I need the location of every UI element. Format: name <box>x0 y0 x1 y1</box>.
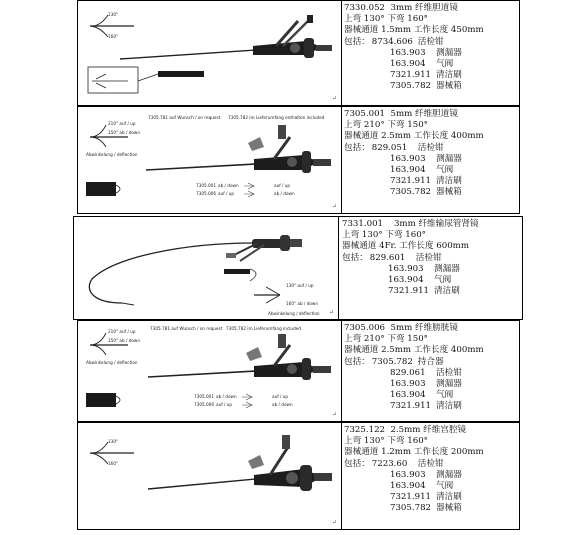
figure-label: 130° auf / up <box>286 283 314 288</box>
figure-label: 210° auf / up <box>108 329 136 334</box>
accessory-item: 163.903 测漏器 <box>390 47 462 58</box>
accessory-item: 包括： 829.051 活检钳 <box>344 142 444 153</box>
product-figure <box>74 217 339 319</box>
product-title: 3mm 纤维胆道镜 <box>390 3 458 13</box>
channel-length: 器械通道 2.5mm 工作长度 400mm <box>344 345 484 356</box>
channel-length: 器械通道 1.5mm 工作长度 450mm <box>344 25 484 36</box>
product-figure <box>78 1 342 105</box>
accessory-item: 7321.911 清洁刷 <box>390 70 462 81</box>
bend-angles: 上弯 210° 下弯 150° <box>344 334 428 345</box>
figure-label: 130° <box>108 12 119 17</box>
figure-label: 7305.782 im Lieferumfang included <box>226 326 301 331</box>
figure-label: 210° auf / up <box>108 121 136 126</box>
figure-label: auf / up <box>218 191 235 196</box>
figure-label: 150° ab / down <box>108 130 141 135</box>
figure-label: 7305.001 <box>194 394 214 399</box>
accessory-item: 包括： 7223.60 活检钳 <box>344 458 444 469</box>
bend-angles: 上弯 130° 下弯 160° <box>344 14 428 25</box>
product-row <box>77 320 520 422</box>
figure-label: auf / up <box>216 402 233 407</box>
figure-label: auf / up <box>272 394 289 399</box>
cholangioscope-3mm-illustration <box>78 1 341 105</box>
accessories-label: 包括： <box>344 458 370 469</box>
model-number: 7331.001 <box>342 219 384 229</box>
figure-label: Abwinkelung / deflection <box>268 311 320 316</box>
model-number: 7305.006 <box>344 323 386 333</box>
accessory-item: 163.903 测漏器 <box>388 263 460 274</box>
product-title: 3mm 纤维输尿管肾镜 <box>393 219 479 229</box>
accessory-item: 163.904 气阀 <box>390 480 454 491</box>
figure-label: 150° ab / down <box>108 338 141 343</box>
product-figure <box>78 321 342 421</box>
figure-label: ab / down <box>216 394 237 399</box>
model-number: 7330.052 <box>344 3 386 13</box>
paragraph-mark: ↵ <box>331 203 337 210</box>
product-row <box>77 106 520 214</box>
accessory-item: 7305.782 器械箱 <box>390 187 462 198</box>
accessory-item: 829.061 活检钳 <box>390 367 462 378</box>
figure-label: ab / down <box>274 191 295 196</box>
paragraph-mark: ↵ <box>331 95 337 102</box>
product-spec <box>342 219 520 297</box>
figure-label: Abwinkelung / deflection <box>86 152 138 157</box>
accessory-item: 163.903 测漏器 <box>390 153 462 164</box>
product-row <box>77 0 520 106</box>
figure-label: 7305.782 im Lieferumfang enthalten included <box>228 115 325 120</box>
channel-length: 器械通道 4Fr. 工作长度 600mm <box>342 241 469 252</box>
figure-label: ab / down <box>218 183 239 188</box>
accessory-item: 163.904 气阀 <box>390 164 454 175</box>
product-title: 2.5mm 纤维宫腔镜 <box>390 425 467 435</box>
product-row <box>77 422 520 530</box>
figure-label: 7305.781 auf Wunsch / on request <box>148 115 221 120</box>
accessory-item: 7305.782 器械箱 <box>390 81 462 92</box>
accessories-label: 包括： <box>344 356 370 367</box>
accessory-item: 163.904 气阀 <box>390 390 454 401</box>
accessory-item: 包括： 829.601 活检钳 <box>342 252 442 263</box>
figure-label: ab / down <box>272 402 293 407</box>
figure-label: 7305.006 <box>194 402 214 407</box>
accessory-item: 163.903 测漏器 <box>390 469 462 480</box>
channel-length: 器械通道 1.2mm 工作长度 200mm <box>344 447 484 458</box>
ureterorenoscope-3mm-illustration <box>74 217 338 319</box>
paragraph-mark: ↵ <box>331 519 337 526</box>
accessories-label: 包括： <box>344 36 370 47</box>
figure-label: 7305.006 <box>196 191 216 196</box>
product-spec <box>344 3 517 93</box>
channel-length: 器械通道 2.5mm 工作长度 400mm <box>344 131 484 142</box>
accessory-item: 7321.911 清洁刷 <box>390 401 462 412</box>
paragraph-mark: ↵ <box>331 411 337 418</box>
accessories-label: 包括： <box>342 252 368 263</box>
accessory-item: 163.904 气阀 <box>390 58 454 69</box>
figure-label: auf / up <box>274 183 291 188</box>
bend-angles: 上弯 210° 下弯 150° <box>344 120 428 131</box>
figure-label: 160° <box>108 34 119 39</box>
model-number: 7305.001 <box>344 109 386 119</box>
figure-label: 7305.781 auf Wunsch / on request <box>150 326 223 331</box>
figure-label: Abwinkelung / deflection <box>86 360 138 365</box>
product-spec <box>344 109 517 199</box>
cystoscope-5mm-illustration <box>78 321 341 421</box>
hysteroscope-2-5mm-illustration <box>78 423 341 529</box>
accessory-item: 7321.911 清洁刷 <box>390 176 462 187</box>
figure-label: 160° <box>108 461 119 466</box>
accessory-item: 包括： 7305.782 持合器 <box>344 356 444 367</box>
product-spec <box>344 323 517 413</box>
accessory-item: 7305.782 器械箱 <box>390 503 462 514</box>
product-spec <box>344 425 517 515</box>
figure-label: 130° <box>108 439 119 444</box>
bend-angles: 上弯 130° 下弯 160° <box>344 436 428 447</box>
accessory-item: 7321.911 清洁刷 <box>388 286 460 297</box>
accessory-item: 163.904 气阀 <box>388 274 452 285</box>
product-figure <box>78 423 342 529</box>
product-title: 5mm 纤维胆道镜 <box>390 109 458 119</box>
accessory-item: 包括： 8734.606 活检钳 <box>344 36 444 47</box>
model-number: 7325.122 <box>344 425 386 435</box>
product-figure <box>78 107 342 213</box>
product-row <box>73 216 523 320</box>
accessory-item: 163.903 测漏器 <box>390 378 462 389</box>
accessory-item: 7321.911 清洁刷 <box>390 492 462 503</box>
bend-angles: 上弯 130° 下弯 160° <box>342 230 426 241</box>
product-title: 5mm 纤维膀胱镜 <box>390 323 458 333</box>
cholangioscope-5mm-illustration <box>78 107 341 213</box>
figure-label: 160° ab / down <box>286 301 319 306</box>
accessories-label: 包括： <box>344 142 370 153</box>
paragraph-mark: ↵ <box>328 309 334 316</box>
figure-label: 7305.001 <box>196 183 216 188</box>
